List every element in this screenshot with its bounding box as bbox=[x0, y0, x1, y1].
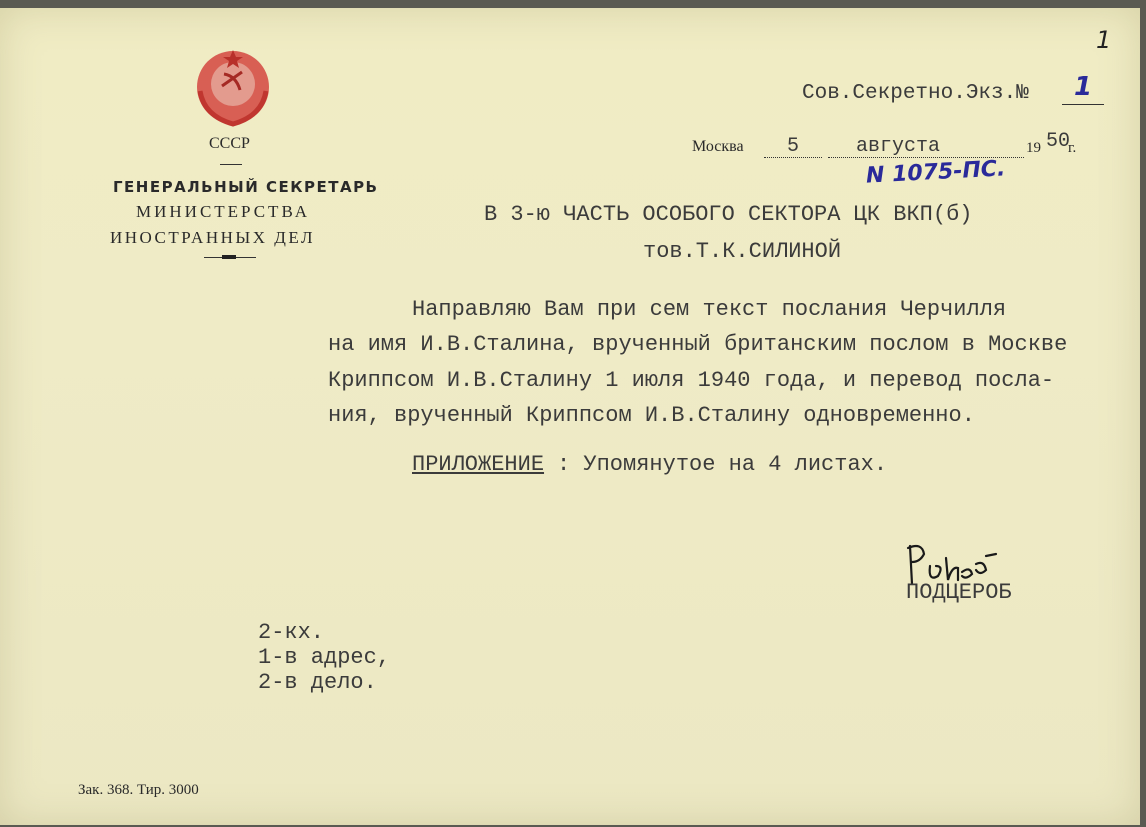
letterhead-title-line1: ГЕНЕРАЛЬНЫЙ СЕКРЕТАРЬ bbox=[113, 178, 379, 196]
body-line1: Направляю Вам при сем текст послания Черчилля bbox=[412, 297, 1007, 322]
body-line2: на имя И.В.Сталина, врученный британским послом в Москве bbox=[328, 332, 1068, 357]
distribution-line1: 2-кх. bbox=[258, 620, 325, 645]
letterhead-title-line3: ИНОСТРАННЫХ ДЕЛ bbox=[110, 228, 316, 247]
signature-name: ПОДЦЕРОБ bbox=[906, 580, 1012, 605]
distribution-line3: 2-в дело. bbox=[258, 670, 377, 695]
classification-text: Сов.Секретно.Экз.№ bbox=[802, 82, 1029, 105]
distribution-line2: 1-в адрес, bbox=[258, 645, 391, 670]
addressee-line1: В 3-ю ЧАСТЬ ОСОБОГО СЕКТОРА ЦК ВКП(б) bbox=[484, 202, 973, 227]
registration-number: N 1075-ПС. bbox=[865, 156, 1006, 189]
copy-number-underline bbox=[1062, 104, 1104, 105]
emblem-label: СССР bbox=[209, 135, 250, 152]
attachment-label: ПРИЛОЖЕНИЕ bbox=[412, 452, 545, 477]
print-info: Зак. 368. Тир. 3000 bbox=[78, 782, 199, 798]
letterhead-title-line2: МИНИСТЕРСТВА bbox=[136, 202, 310, 221]
document-page bbox=[0, 8, 1140, 825]
dateline-year-prefix: 19 bbox=[1026, 140, 1041, 156]
dateline-year-suffix: 50 bbox=[1046, 130, 1071, 153]
body-line3: Криппсом И.В.Сталину 1 июля 1940 года, и перевод посла- bbox=[328, 368, 1055, 393]
dateline-day: 5 bbox=[787, 135, 800, 158]
dateline-city: Москва bbox=[692, 138, 744, 155]
letterhead-divider bbox=[220, 164, 242, 165]
body-line4: ния, врученный Криппсом И.В.Сталину одновременно. bbox=[328, 403, 975, 428]
attachment-text: : Упомянутое на 4 листах. bbox=[557, 452, 888, 477]
copy-number: 1 bbox=[1074, 72, 1093, 102]
letterhead-rule-mark bbox=[222, 255, 236, 259]
dateline-year-end: г. bbox=[1068, 140, 1077, 156]
addressee-line2: тов.Т.К.СИЛИНОЙ bbox=[643, 239, 842, 264]
ussr-emblem-icon bbox=[192, 46, 274, 128]
page-number: 1 bbox=[1096, 26, 1112, 54]
dateline-month: августа bbox=[856, 135, 941, 158]
